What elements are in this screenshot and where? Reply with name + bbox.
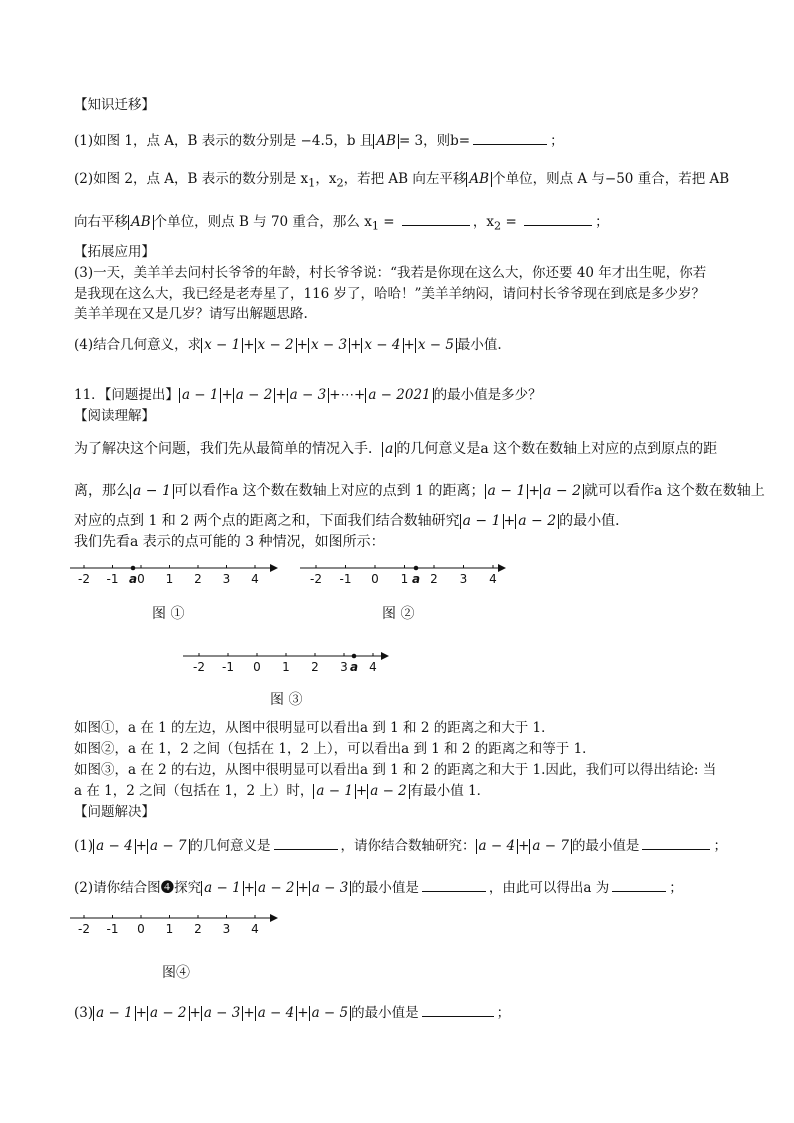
p1-a: 为了解决这个问题，我们先从最简单的情况入手． <box>74 441 382 457</box>
q1-mid: = 3，则b= <box>398 133 471 149</box>
s2-b: 的最小值是 <box>351 880 419 896</box>
tick-label: 0 <box>137 572 145 586</box>
s3-blank[interactable] <box>422 1002 494 1017</box>
arrow-icon <box>270 564 278 572</box>
q11-dots: +⋯+ <box>329 387 366 403</box>
tick-label: 2 <box>194 922 202 936</box>
q11-term: a − 3 <box>287 388 330 403</box>
q2-text-c: ，若把 AB 向左平移 <box>343 171 467 187</box>
s1-term: a − 7 <box>147 839 190 854</box>
q4-end: 最小值. <box>456 337 502 353</box>
point-a-3 <box>352 654 357 659</box>
knowledge-transfer-heading: 【知识迁移】 <box>74 97 155 113</box>
x2-answer-blank[interactable] <box>524 211 592 226</box>
question-1 <box>74 130 564 150</box>
q11-title-end: 的最小值是多少？ <box>433 387 542 403</box>
abs-a: a <box>382 442 396 457</box>
p1-line-2 <box>74 482 765 500</box>
point-a-label: a <box>411 572 421 586</box>
q1-abs-ab: AB <box>373 134 399 149</box>
abs-a2: a − 2 <box>540 484 584 499</box>
p1-line-3 <box>74 512 629 530</box>
abs-a1: a − 1 <box>130 484 174 499</box>
number-line-4 <box>70 906 280 940</box>
fig-4-caption: 图④ <box>162 965 190 981</box>
s3-b: 的最小值是 <box>351 1005 419 1021</box>
s2-c: ，由此可以得出a 为 <box>488 880 610 896</box>
fig-1-caption: 图 ① <box>152 606 185 622</box>
fig-3-caption: 图 ③ <box>270 692 303 708</box>
q1-answer-blank[interactable] <box>473 130 547 145</box>
sub-2b: 2 <box>494 219 502 233</box>
tick-label: 1 <box>400 572 409 586</box>
sub-2: 2 <box>336 176 344 190</box>
q2-end: ； <box>595 214 609 230</box>
tick-label: -2 <box>78 922 90 936</box>
s2-end: ； <box>669 880 683 896</box>
tick-label: -1 <box>222 660 234 674</box>
sub-1b: 1 <box>371 219 380 233</box>
q2-abs-ab: AB <box>466 172 492 187</box>
point-a-label: a <box>349 660 359 674</box>
c3-a: a 在 1，2 之间（包括在 1，2 上）时， <box>74 783 314 799</box>
q11-title: 11．【问题提出】 a − 1 + a − 2 + a − 3 +⋯+ a − 2021 的最小值是多少？ <box>74 387 542 403</box>
q3-line-1: (3)一天，美羊羊去问村长爷爷的年龄，村长爷爷说：“我若是你现在这么大，你还要 40 年才出生呢，你若 <box>74 265 707 281</box>
p1-c: 离，那么 <box>74 483 130 499</box>
sub-1: 1 <box>308 176 316 190</box>
tick-label: 4 <box>369 660 377 674</box>
p1-line-1 <box>74 440 717 458</box>
question-4: (4)结合几何意义，求 x − 1 + x − 2 + x − 3 + x − 4 + x − 5 最小值. <box>74 337 502 353</box>
s2-term: a − 1 <box>201 881 244 896</box>
extension-heading: 【拓展应用】 <box>74 244 155 260</box>
x1-answer-blank[interactable] <box>402 211 470 226</box>
tick-label: -1 <box>106 922 119 936</box>
s2-a: (2)请你结合图❹探究 <box>74 880 202 896</box>
tick-label: 0 <box>371 572 379 586</box>
tick-label: 4 <box>489 572 497 586</box>
s3-term: a − 5 <box>309 1006 352 1021</box>
number-line-2 <box>300 556 510 590</box>
q1-text: (1)如图 1，点 A，B 表示的数分别是 −4.5，b 且 <box>74 133 374 149</box>
arrow-icon <box>381 652 389 660</box>
s3-term: a − 3 <box>201 1006 244 1021</box>
tick-label: 4 <box>251 572 259 586</box>
s2-term: a − 3 <box>309 881 352 896</box>
q4-term: x − 1 <box>201 338 243 353</box>
c3-b: 有最小值 1． <box>409 783 491 799</box>
tick-label: -1 <box>339 572 352 586</box>
q2-text-g: ，x <box>472 214 495 230</box>
s2-blank-2[interactable] <box>612 877 666 892</box>
s3-a: (3) <box>74 1005 94 1021</box>
q1-end: ； <box>550 133 564 149</box>
tick-label: 3 <box>222 922 231 936</box>
tick-label: 3 <box>340 660 348 674</box>
c3-abs-a1: a − 1 <box>313 784 356 799</box>
plus-b: + <box>503 513 516 529</box>
solve-heading: 【问题解决】 <box>74 804 155 820</box>
s1-a: (1) <box>74 838 94 854</box>
q4-text: (4)结合几何意义，求 <box>74 337 202 353</box>
s3-term: a − 4 <box>255 1006 298 1021</box>
q11-term: a − 2 <box>233 388 276 403</box>
tick-label: 2 <box>430 572 438 586</box>
number-line-3 <box>183 644 393 678</box>
tick-label: 1 <box>165 922 174 936</box>
p1-line-4: 我们先看a 表示的点可能的 3 种情况，如图所示： <box>74 534 385 550</box>
q4-term: x − 5 <box>415 338 457 353</box>
s2-blank-1[interactable] <box>422 877 486 892</box>
tick-label: 0 <box>253 660 261 674</box>
case-1: 如图①，a 在 1 的左边，从图中很明显可以看出a 到 1 和 2 的距离之和大于 1． <box>74 720 555 736</box>
q11-term-last: a − 2021 <box>365 388 433 403</box>
reading-heading: 【阅读理解】 <box>74 408 155 424</box>
solve-1: (1) a − 4 + a − 7 的几何意义是 ，请你结合数轴研究： a − 4 + a − 7 的最小值是 ； <box>74 835 727 855</box>
s3-term: a − 2 <box>147 1006 190 1021</box>
tick-label: 1 <box>165 572 174 586</box>
point-a-2 <box>414 566 419 571</box>
q4-term: x − 2 <box>255 338 297 353</box>
q4-term: x − 3 <box>308 338 350 353</box>
tick-label: 0 <box>137 922 145 936</box>
s3-term: a − 1 <box>93 1006 136 1021</box>
p1-e: 就可以看作a 这个数在数轴上 <box>584 483 765 499</box>
arrow-icon <box>498 564 506 572</box>
plus: + <box>528 483 541 499</box>
q2-text-f: 个单位，则点 B 与 70 重合，那么 x <box>153 214 372 230</box>
p1-d: 可以看作a 这个数在数轴上对应的点到 1 的距离； <box>173 483 485 499</box>
s2-term: a − 2 <box>255 881 298 896</box>
tick-label: -1 <box>106 572 119 586</box>
s1-term: a − 7 <box>529 839 572 854</box>
p1-b: 的几何意义是a 这个数在数轴上对应的点到原点的距 <box>396 441 718 457</box>
abs-a2-c: a − 2 <box>515 514 559 529</box>
abs-a1-c: a − 1 <box>460 514 504 529</box>
c3-abs-a2: a − 2 <box>367 784 410 799</box>
case-3-line-2 <box>74 782 490 800</box>
tick-label: 3 <box>459 572 468 586</box>
s3-end: ； <box>496 1005 511 1021</box>
q11-number: 11．【问题提出】 <box>74 387 179 403</box>
s1-end: ； <box>713 838 727 854</box>
s1-c: ，请你结合数轴研究： <box>340 838 476 854</box>
tick-label: 2 <box>311 660 319 674</box>
arrow-icon <box>270 914 278 922</box>
s1-b: 的几何意义是 <box>189 838 271 854</box>
q3-line-3: 美羊羊现在又是几岁？请写出解题思路. <box>74 306 308 322</box>
q11-term: a − 1 <box>179 388 222 403</box>
solve-2: (2)请你结合图❹探究 a − 1 + a − 2 + a − 3 的最小值是 ，由此可以得出a 为 ； <box>74 877 683 897</box>
s1-blank-2[interactable] <box>642 835 710 850</box>
c3-plus: + <box>355 783 368 799</box>
tick-label: 1 <box>282 660 290 674</box>
q3-line-2: 是我现在这么大，我已经是老寿星了，116 岁了，哈哈！”美羊羊纳闷，请问村长爷爷现在到底是多少岁？ <box>74 286 705 302</box>
tick-label: -2 <box>78 572 90 586</box>
eq1: = <box>379 214 399 230</box>
q2-text-b: ，x <box>315 171 337 187</box>
question-2-line-2 <box>74 211 609 236</box>
number-line-1 <box>70 556 280 590</box>
s1-term: a − 4 <box>476 839 519 854</box>
fig-2-caption: 图 ② <box>382 606 415 622</box>
case-2: 如图②，a 在 1，2 之间（包括在 1，2 上），可以看出a 到 1 和 2 的距离之和等于 1． <box>74 741 596 757</box>
tick-label: 2 <box>194 572 202 586</box>
abs-a1b: a − 1 <box>485 484 529 499</box>
s1-d: 的最小值是 <box>571 838 640 854</box>
tick-label: 4 <box>251 922 259 936</box>
p1-f: 对应的点到 1 和 2 两个点的距离之和，下面我们结合数轴研究 <box>74 513 460 529</box>
q4-term: x − 4 <box>361 338 403 353</box>
q2-text-d: 个单位，则点 A 与−50 重合，若把 AB <box>492 171 730 187</box>
q2-abs-ab-2: AB <box>128 215 154 230</box>
tick-label: -2 <box>193 660 205 674</box>
question-2-line-1 <box>74 170 729 193</box>
s1-blank-1[interactable] <box>274 835 338 850</box>
solve-3: (3) a − 1 + a − 2 + a − 3 + a − 4 + a − 5 的最小值是 ； <box>74 1002 510 1022</box>
point-a-1 <box>131 566 136 571</box>
point-a-label: a <box>128 572 138 586</box>
eq2: = <box>501 214 522 230</box>
s1-term: a − 4 <box>93 839 136 854</box>
case-3-line-1: 如图③，a 在 2 的右边，从图中很明显可以看出a 到 1 和 2 的距离之和大于 1.因此，我们可以得出结论: 当 <box>74 762 717 778</box>
tick-label: 3 <box>222 572 231 586</box>
q2-text-e: 向右平移 <box>74 214 128 230</box>
p1-g: 的最小值． <box>559 513 630 529</box>
q2-text-a: (2)如图 2，点 A，B 表示的数分别是 x <box>74 171 309 187</box>
tick-label: -2 <box>310 572 322 586</box>
